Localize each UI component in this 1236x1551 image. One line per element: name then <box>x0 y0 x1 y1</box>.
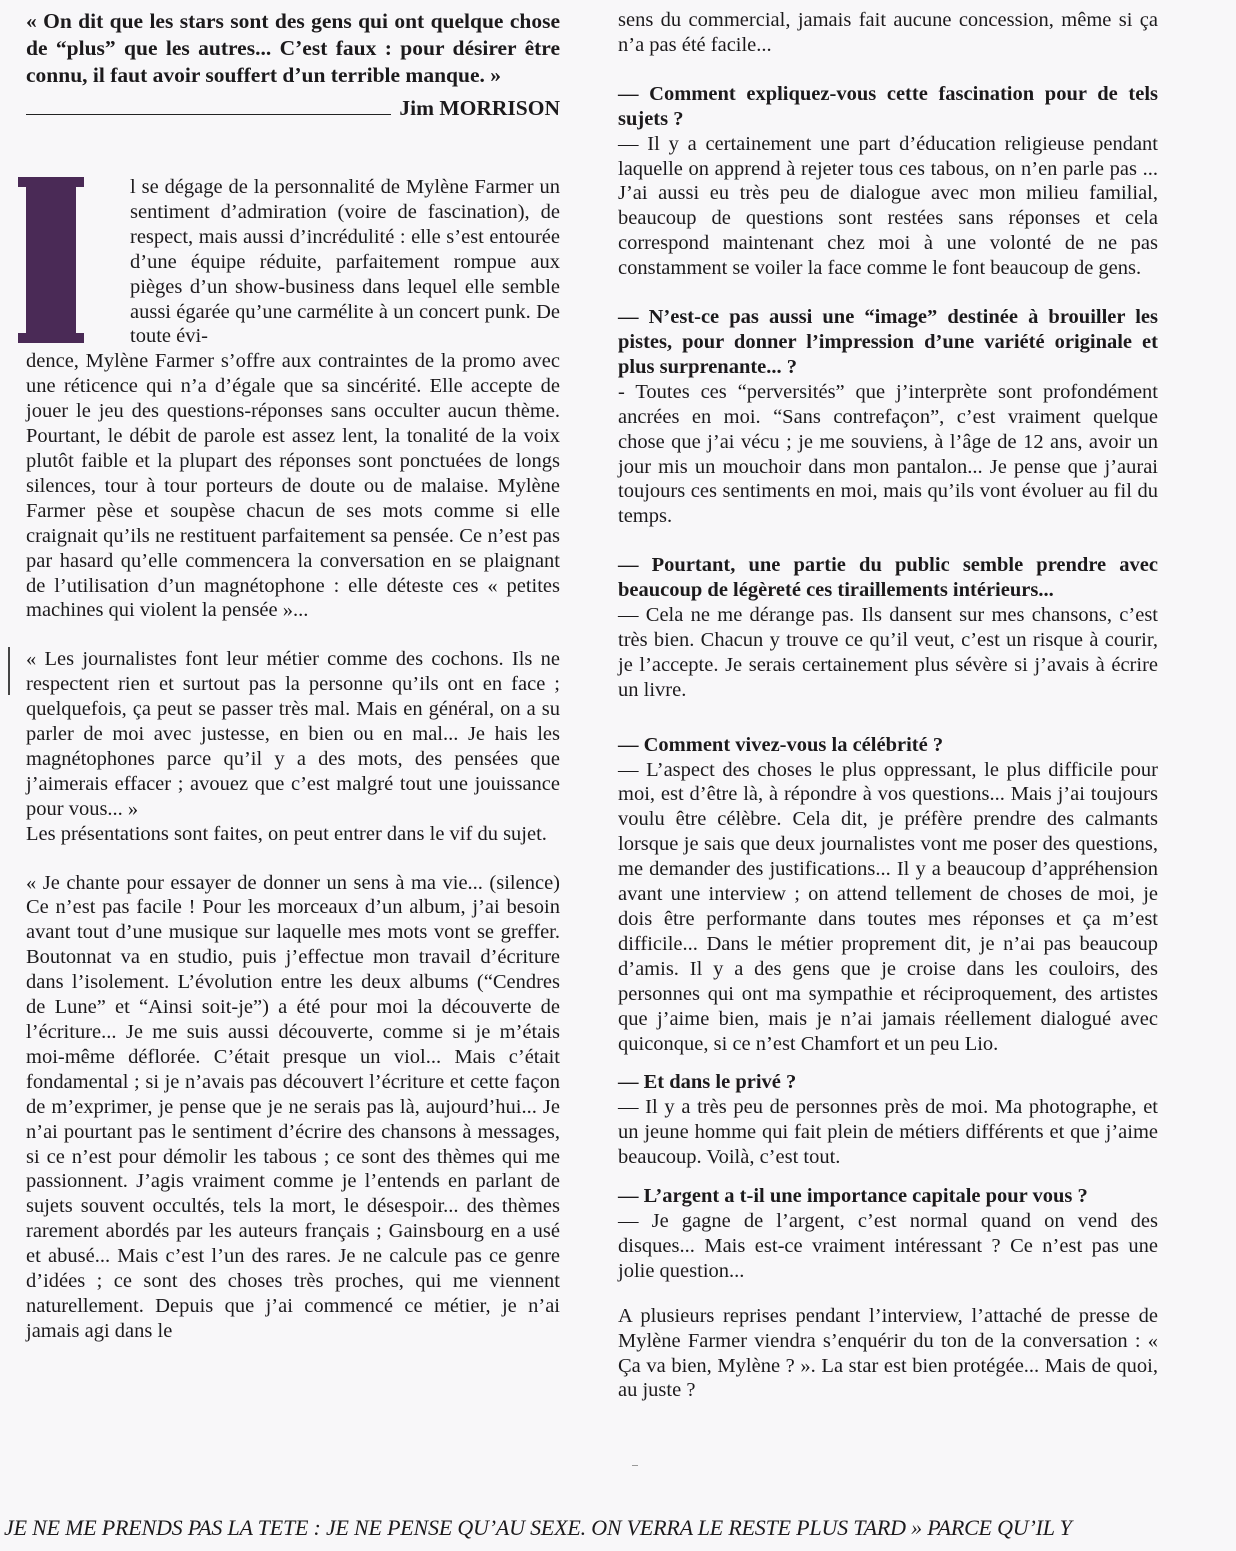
left-column <box>26 8 560 1344</box>
question-6: — L’argent a t-il une importance capitale pour vous ? <box>618 1185 1088 1208</box>
question-3: — Pourtant, une partie du public semble prendre avec beaucoup de légèreté ces tiraillements intérieurs... <box>618 554 1158 602</box>
epigraph-attribution <box>26 91 560 121</box>
intro-text: dence, Mylène Farmer s’offre aux contraintes de la promo avec une réticence qui n’a d’égale que sa sincérité. Elle accepte de jouer le jeu des questions-réponses sans occulter aucun thème. Pourtant, le débit de parole est assez lent, la tonalité de la voix plutôt faible et la plupart des réponses sont ponctuées de longs silences, tour à tour porteurs de doute ou de malaise. Mylène Farmer pèse et soupèse chacun de ses mots comme si elle craignait qu’ils ne restituent parfaitement sa pensée. Ce n’est pas par hasard qu’elle commencera la conversation en se plaignant de l’utilisation d’un magnétophone : elle déteste ces « petites machines qui violent la pensée »... <box>26 350 560 622</box>
right-column <box>618 8 1158 1403</box>
answer-4: — L’aspect des choses le plus oppressant, le plus difficile pour moi, est d’être là, à répondre à vos questions... Mais j’ai toujours voulu être célèbre. Cela dit, je préfère prendre des calmants lorsque je sais que deux journalistes vont me poser des questions, me demander des justifications... Il y a beaucoup d’appréhension avant une interview ; on attend tellement de choses de moi, je dois être performante dans toutes mes réponses et ça m’est difficile... Dans le métier proprement dit, je n’ai pas beaucoup d’amis. Il y a des gens que je croise dans les couloirs, des personnes qui ont ma sympathie et réciproquement, des artistes que j’aime bien, mais je n’ai jamais réellement dialogué avec quiconque, si ce n’est Chamfort et un peu Lio. <box>618 758 1158 1055</box>
epigraph-author: Jim MORRISON <box>399 96 560 120</box>
bottom-headline: JE NE ME PRENDS PAS LA TETE : JE NE PENSE QU’AU SEXE. ON VERRA LE RESTE PLUS TARD » PARCE QU’IL Y <box>4 1515 1072 1540</box>
continuation-text: sens du commercial, jamais fait aucune concession, même si ça n’a pas été facile... <box>618 9 1158 56</box>
stray-mark <box>632 1465 638 1466</box>
answer-2: - Toutes ces “perversités” que j’interprète sont profondément ancrées en moi. “Sans contrefaçon”, c’est vraiment quelque chose que j’ai vécu ; je me souviens, à l’âge de 12 ans, avoir un jour mis un mouchoir dans mon pantalon... Je pense que j’aurai toujours ces sentiments en moi, mais qu’ils vont évoluer au fil du temps. <box>618 380 1158 528</box>
quote-journalists-text: « Les journalistes font leur métier comme des cochons. Ils ne respectent rien et surtout pas la personne qu’ils ont en face ; quelquefois, ça peut se passer très mal. Mais en général, on a su parler de moi avec justesse, en bien ou en mal... Je hais les magnétophones parce qu’il y a des mots, des pensées que j’aimerais effacer ; avouez que c’est malgré tout une jouissance pour vous... » <box>26 648 560 820</box>
quote-singing-text: « Je chante pour essayer de donner un sens à ma vie... (silence) Ce n’est pas facile ! Pour les morceaux d’un album, j’ai besoin avant tout d’une musique sur laquelle mes mots vont se greffer. Boutonnat va en studio, puis j’effectue mon travail d’écriture dans l’isolement. L’évolution entre les deux albums (“Cendres de Lune” et “Ainsi soit-je”) a été pour moi la découverte de l’écriture... Je me suis aussi découverte, comme si je m’étais moi-même déflorée. C’était presque un viol... Mais c’était fondamental ; si je n’avais pas découvert l’écriture et cette façon de m’exprimer, je pense que je ne serais pas là, aujourd’hui... Je n’ai pourtant pas le sentiment d’écrire des chansons à messages, si ce n’est pour démolir les tabous ; ce sont des thèmes qui me passionnent. J’agis vraiment comme je l’entends en parlant de sujets souvent occultés, tels la mort, le désespoir... des thèmes rarement abordés par les auteurs français ; Gainsbourg en a usé et abusé... Mais c’est l’un des rares. Je ne calcule pas ce genre d’idées ; ce sont des choses très proches, qui me viennent naturellement. Depuis que j’ai commencé ce métier, je n’ai jamais agi dans le <box>26 871 560 1342</box>
closing-text: A plusieurs reprises pendant l’interview, l’attaché de presse de Mylène Farmer viendra s’enquérir du ton de la conversation : « Ça va bien, Mylène ? ». La star est bien protégée... Mais de quoi, au juste ? <box>618 1304 1158 1402</box>
margin-bar <box>8 647 10 695</box>
question-4: — Comment vivez-vous la célébrité ? <box>618 733 944 756</box>
intro-indented-text: l se dégage de la personnalité de Mylène Farmer un sentiment d’admiration (voire de fascination), de respect, mais aussi d’incrédulité : elle s’est entourée d’une équipe réduite, parfaitement rompue aux pièges d’un show-business dans lequel elle semble aussi égarée qu’une carmélite à un concert punk. De toute évi- <box>130 176 560 348</box>
epigraph-quote: « On dit que les stars sont des gens qui ont quelque chose de “plus” que les autres... C’est faux : pour désirer être connu, il faut avoir souffert d’un terrible manque. » <box>26 9 560 87</box>
intro-paragraph <box>26 175 560 623</box>
question-5: — Et dans le privé ? <box>618 1071 797 1094</box>
answer-6: — Je gagne de l’argent, c’est normal quand on vend des disques... Mais est-ce vraiment intéressant ? Ce n’est pas une jolie question... <box>618 1209 1158 1282</box>
attribution-rule <box>26 114 391 115</box>
question-1: — Comment expliquez-vous cette fascination pour de tels sujets ? <box>618 82 1158 130</box>
answer-3: — Cela ne me dérange pas. Ils dansent sur mes chansons, c’est très bien. Chacun y trouve ce qu’il veut, c’est un risque à courir, je l’accepte. Je serais certainement plus sévère si j’avais à écrire un livre. <box>618 604 1158 701</box>
answer-1: — Il y a certainement une part d’éducation religieuse pendant laquelle on apprend à rejeter tous ces tabous, on n’en parle pas ... J’ai aussi eu très peu de dialogue avec mon milieu familial, beaucoup de questions sont restées sans réponses et cela correspond maintenant chez moi à une volonté de ne pas constamment se voiler la face comme le font beaucoup de gens. <box>618 132 1158 280</box>
transition-text: Les présentations sont faites, on peut entrer dans le vif du sujet. <box>26 822 547 845</box>
quote-journalists <box>26 647 560 821</box>
dropcap <box>26 177 76 343</box>
answer-5: — Il y a très peu de personnes près de moi. Ma photographe, et un jeune homme qui fait plein de métiers différents et que j’aime beaucoup. Voilà, c’est tout. <box>618 1096 1158 1169</box>
question-2: — N’est-ce pas aussi une “image” destinée à brouiller les pistes, pour donner l’impression d’une variété originale et plus surprenante... ? <box>618 306 1158 378</box>
